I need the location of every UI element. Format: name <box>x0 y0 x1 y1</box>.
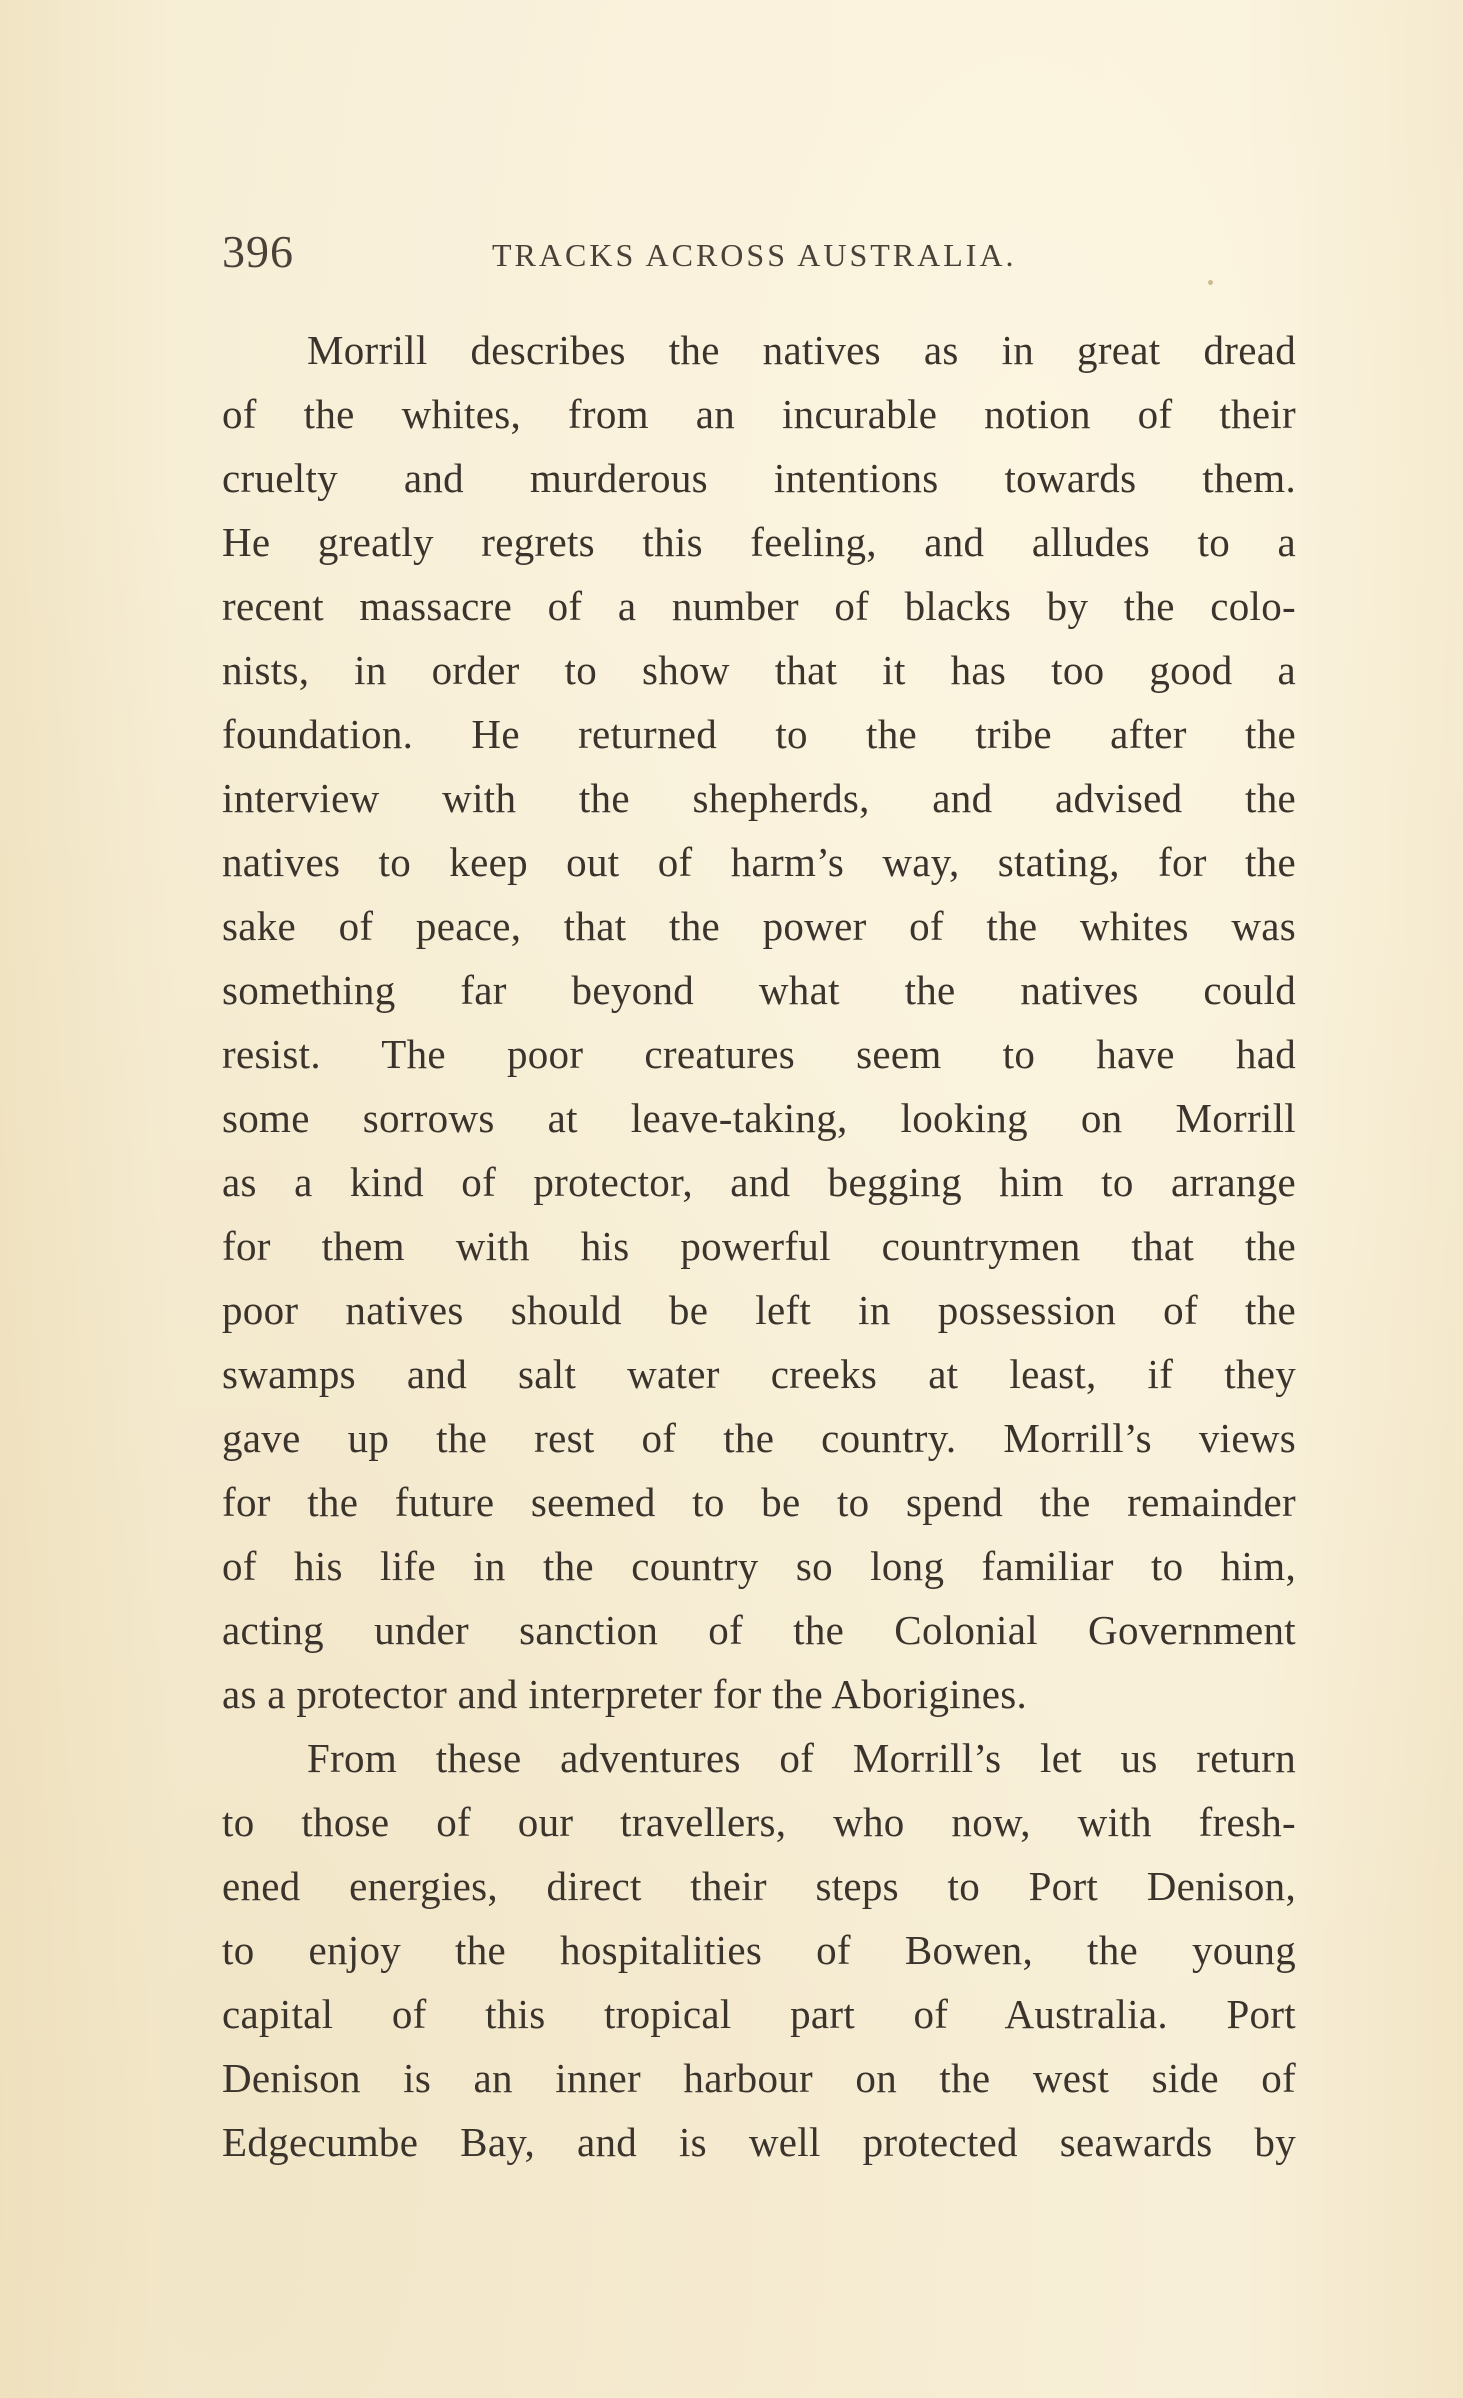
text-line: cruelty and murderous intentions towards them. <box>222 455 1296 501</box>
text-line: Edgecumbe Bay, and is well protected seawards by <box>222 2119 1296 2165</box>
text-line: foundation. He returned to the tribe after the <box>222 711 1296 757</box>
running-head <box>222 222 1292 282</box>
body-text <box>222 318 1296 2174</box>
text-line: for the future seemed to be to spend the remainder <box>222 1479 1296 1525</box>
text-line: gave up the rest of the country. Morrill’s views <box>222 1415 1296 1461</box>
text-line: of the whites, from an incurable notion of their <box>222 391 1296 437</box>
running-title: TRACKS ACROSS AUSTRALIA. <box>492 237 1017 273</box>
text-line: From these adventures of Morrill’s let us return <box>307 1735 1296 1781</box>
text-line: ened energies, direct their steps to Port Denison, <box>222 1863 1296 1909</box>
text-line: acting under sanction of the Colonial Government <box>222 1607 1296 1653</box>
text-line: swamps and salt water creeks at least, if they <box>222 1351 1296 1397</box>
text-line: Morrill describes the natives as in great dread <box>307 327 1296 373</box>
text-line: interview with the shepherds, and advised the <box>222 775 1296 821</box>
text-line: sake of peace, that the power of the whites was <box>222 903 1296 949</box>
text-line: as a protector and interpreter for the Aborigines. <box>222 1671 1028 1717</box>
text-line: as a kind of protector, and begging him to arrange <box>222 1159 1296 1205</box>
text-line: recent massacre of a number of blacks by the colo- <box>222 583 1296 629</box>
text-line: He greatly regrets this feeling, and alludes to a <box>222 519 1296 565</box>
paper-speck <box>1208 280 1213 285</box>
text-line: something far beyond what the natives could <box>222 967 1296 1013</box>
text-line: to those of our travellers, who now, with fresh- <box>222 1799 1296 1845</box>
text-line: resist. The poor creatures seem to have had <box>222 1031 1296 1077</box>
text-line: nists, in order to show that it has too good a <box>222 647 1296 693</box>
text-line: capital of this tropical part of Australia. Port <box>222 1991 1296 2037</box>
text-line: of his life in the country so long familiar to him, <box>222 1543 1296 1589</box>
page-number: 396 <box>222 226 294 277</box>
text-line: Denison is an inner harbour on the west side of <box>222 2055 1296 2101</box>
text-line: some sorrows at leave-taking, looking on Morrill <box>222 1095 1296 1141</box>
text-line: natives to keep out of harm’s way, stating, for the <box>222 839 1296 885</box>
text-line: to enjoy the hospitalities of Bowen, the young <box>222 1927 1296 1973</box>
text-line: for them with his powerful countrymen that the <box>222 1223 1296 1269</box>
text-line: poor natives should be left in possession of the <box>222 1287 1296 1333</box>
